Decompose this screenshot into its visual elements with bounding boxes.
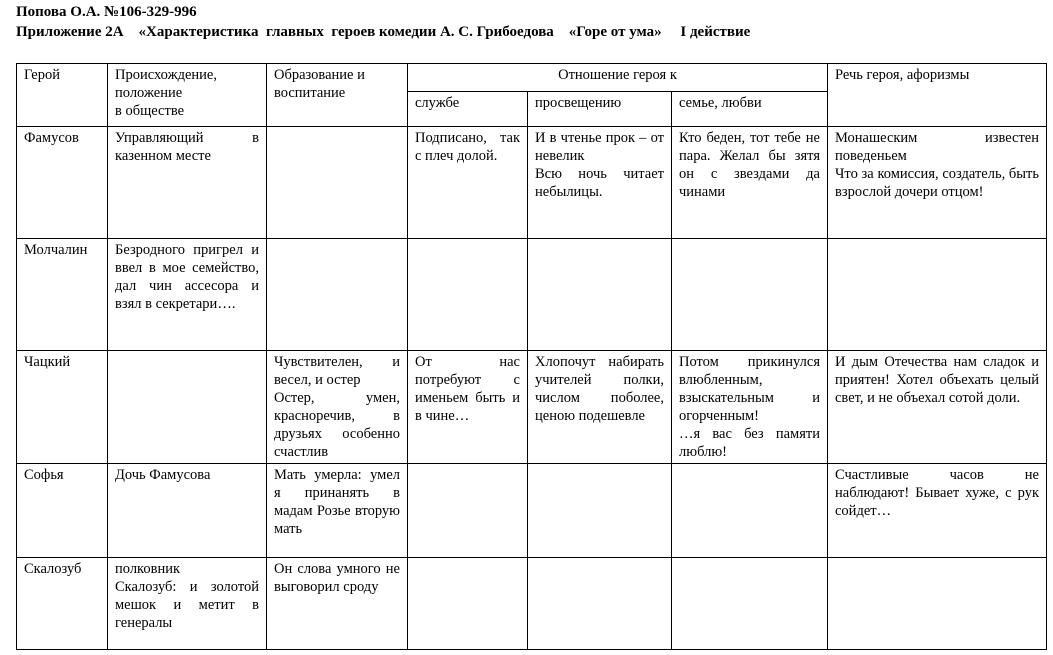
enlightenment-cell: Хлопочут набирать учителей полки, числом поболее, ценою подешевле	[528, 351, 672, 464]
service-cell	[408, 239, 528, 351]
header-origin: Происхождение, положение в обществе	[108, 64, 267, 127]
speech-cell: Монашеским известен поведеньем Что за комиссия, создатель, быть взрослой дочери отцом!	[828, 127, 1047, 239]
author-line: Попова О.А. №106-329-996	[16, 4, 197, 20]
service-cell	[408, 558, 528, 650]
hero-cell: Фамусов	[17, 127, 108, 239]
characters-table	[16, 63, 1047, 650]
speech-cell: И дым Отечества нам сладок и приятен! Хотел объехать целый свет, и не объехал сотой доли.	[828, 351, 1047, 464]
service-cell	[408, 464, 528, 558]
enlightenment-cell	[528, 558, 672, 650]
origin-cell: Управляющий в казенном месте	[108, 127, 267, 239]
education-cell: Мать умерла: умел я принанять в мадам Розье вторую мать	[267, 464, 408, 558]
hero-cell: Молчалин	[17, 239, 108, 351]
origin-cell	[108, 351, 267, 464]
table-row	[17, 558, 1047, 650]
header-hero: Герой	[17, 64, 108, 127]
family-cell	[672, 239, 828, 351]
table-row	[17, 127, 1047, 239]
header-speech: Речь героя, афоризмы	[828, 64, 1047, 127]
speech-cell	[828, 558, 1047, 650]
header-service: службе	[408, 92, 528, 127]
speech-cell	[828, 239, 1047, 351]
table-row	[17, 239, 1047, 351]
table-row	[17, 464, 1047, 558]
family-cell	[672, 464, 828, 558]
education-cell: Чувствителен, и весел, и остер Остер, умен, красноречив, в друзьях особенно счастлив	[267, 351, 408, 464]
hero-cell: Чацкий	[17, 351, 108, 464]
origin-cell: полковник Скалозуб: и золотой мешок и метит в генералы	[108, 558, 267, 650]
header-family: семье, любви	[672, 92, 828, 127]
enlightenment-cell	[528, 464, 672, 558]
family-cell: Кто беден, тот тебе не пара. Желал бы зятя он с звездами да чинами	[672, 127, 828, 239]
family-cell: Потом прикинулся влюбленным, взыскательным и огорченным! …я вас без памяти люблю!	[672, 351, 828, 464]
service-cell: Подписано, так с плеч долой.	[408, 127, 528, 239]
enlightenment-cell	[528, 239, 672, 351]
family-cell	[672, 558, 828, 650]
table-row	[17, 351, 1047, 464]
education-cell: Он слова умного не выговорил сроду	[267, 558, 408, 650]
speech-cell: Счастливые часов не наблюдают! Бывает хуже, с рук сойдет…	[828, 464, 1047, 558]
hero-cell: Скалозуб	[17, 558, 108, 650]
education-cell	[267, 239, 408, 351]
origin-cell: Дочь Фамусова	[108, 464, 267, 558]
header-row	[17, 64, 1047, 92]
enlightenment-cell: И в чтенье прок – от невелик Всю ночь читает небылицы.	[528, 127, 672, 239]
hero-cell: Софья	[17, 464, 108, 558]
header-education: Образование и воспитание	[267, 64, 408, 127]
origin-cell: Безродного пригрел и ввел в мое семейство, дал чин ассесора и взял в секретари….	[108, 239, 267, 351]
appendix-title: Приложение 2А «Характеристика главных героев комедии А. С. Грибоедова «Горе от ума» I действие	[16, 24, 751, 40]
service-cell: От нас потребуют с именьем быть и в чине…	[408, 351, 528, 464]
education-cell	[267, 127, 408, 239]
header-enlightenment: просвещению	[528, 92, 672, 127]
header-attitude: Отношение героя к	[408, 64, 828, 92]
